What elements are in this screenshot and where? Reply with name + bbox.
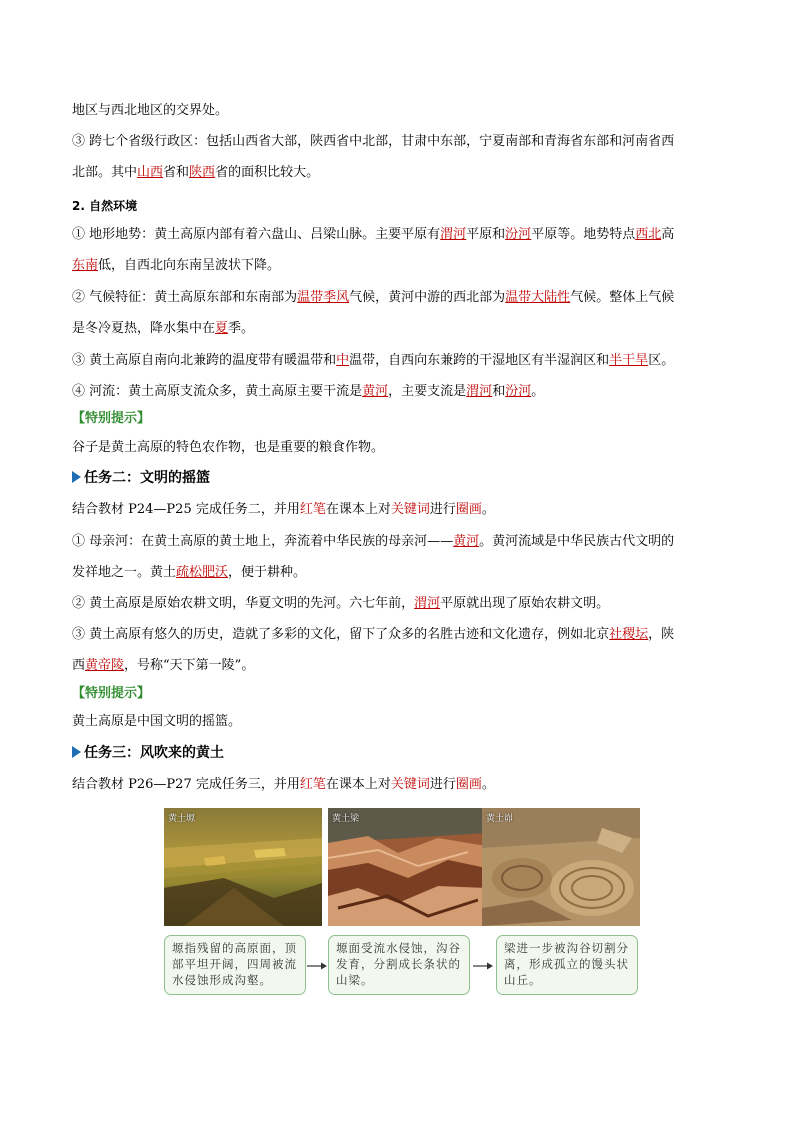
caption-box: 梁进一步被沟谷切割分离，形成孤立的馒头状山丘。 [496, 935, 638, 995]
para-line: 谷子是黄土高原的特色农作物，也是重要的粮食作物。 [72, 440, 385, 455]
right-arrow-icon [473, 962, 493, 970]
caption-box: 塬面受流水侵蚀，沟谷发育，分割成长条状的山梁。 [328, 935, 470, 995]
para-line: ② 黄土高原是原始农耕文明，华夏文明的先河。六七年前，渭河平原就出现了原始农耕文明。 [72, 596, 610, 611]
photo-label: 黄土峁 [486, 814, 514, 824]
para-line: 是冬冷夏热，降水集中在夏季。 [72, 321, 255, 336]
para-line: 发祥地之一。黄土疏松肥沃，便于耕种。 [72, 565, 307, 580]
section-heading: 2. 自然环境 [72, 199, 138, 213]
photo-loess-ridge [328, 808, 486, 926]
para-line: 结合教材 P24—P25 完成任务二，并用红笔在课本上对关键词进行圈画。 [72, 502, 495, 517]
special-tip-label: 【特别提示】 [72, 686, 151, 701]
para-line: ③ 黄土高原自南向北兼跨的温度带有暖温带和中温带，自西向东兼跨的干湿地区有半湿润区和半干旱区。 [72, 353, 675, 368]
task-heading: 任务二：文明的摇篮 [72, 470, 210, 486]
photo-loess-tableland [164, 808, 322, 926]
para-line: 西黄帝陵，号称“天下第一陵”。 [72, 658, 255, 673]
para-line: ① 地形地势：黄土高原内部有着六盘山、吕梁山脉。主要平原有渭河平原和汾河平原等。地势特点西北高 [72, 227, 675, 242]
para-line: 地区与西北地区的交界处。 [72, 103, 229, 118]
task-heading: 任务三：风吹来的黄土 [72, 745, 224, 761]
para-line: 北部。其中山西省和陕西省的面积比较大。 [72, 165, 320, 180]
photo-label: 黄土塬 [168, 814, 196, 824]
para-line: 黄土高原是中国文明的摇篮。 [72, 714, 242, 729]
para-line: ② 气候特征：黄土高原东部和东南部为温带季风气候，黄河中游的西北部为温带大陆性气候。整体上气候 [72, 290, 675, 305]
special-tip-label: 【特别提示】 [72, 411, 151, 426]
triangle-bullet-icon [72, 746, 81, 758]
triangle-bullet-icon [72, 471, 81, 483]
photo-label: 黄土梁 [332, 814, 360, 824]
para-line: ③ 黄土高原有悠久的历史，造就了多彩的文化，留下了众多的名胜古迹和文化遗存，例如北京社稷坛，陕 [72, 627, 675, 642]
para-line: ③ 跨七个省级行政区：包括山西省大部，陕西省中北部，甘肃中东部，宁夏南部和青海省东部和河南省西 [72, 134, 675, 149]
photo-loess-hill [482, 808, 640, 926]
para-line: 结合教材 P26—P27 完成任务三，并用红笔在课本上对关键词进行圈画。 [72, 777, 495, 792]
para-line: ④ 河流：黄土高原支流众多，黄土高原主要干流是黄河，主要支流是渭河和汾河。 [72, 384, 545, 399]
para-line: ① 母亲河：在黄土高原的黄土地上，奔流着中华民族的母亲河——黄河。黄河流域是中华民族古代文明的 [72, 534, 675, 549]
para-line: 东南低，自西北向东南呈波状下降。 [72, 258, 281, 273]
right-arrow-icon [307, 962, 327, 970]
caption-box: 塬指残留的高原面，顶部平坦开阔，四周被流水侵蚀形成沟壑。 [164, 935, 306, 995]
